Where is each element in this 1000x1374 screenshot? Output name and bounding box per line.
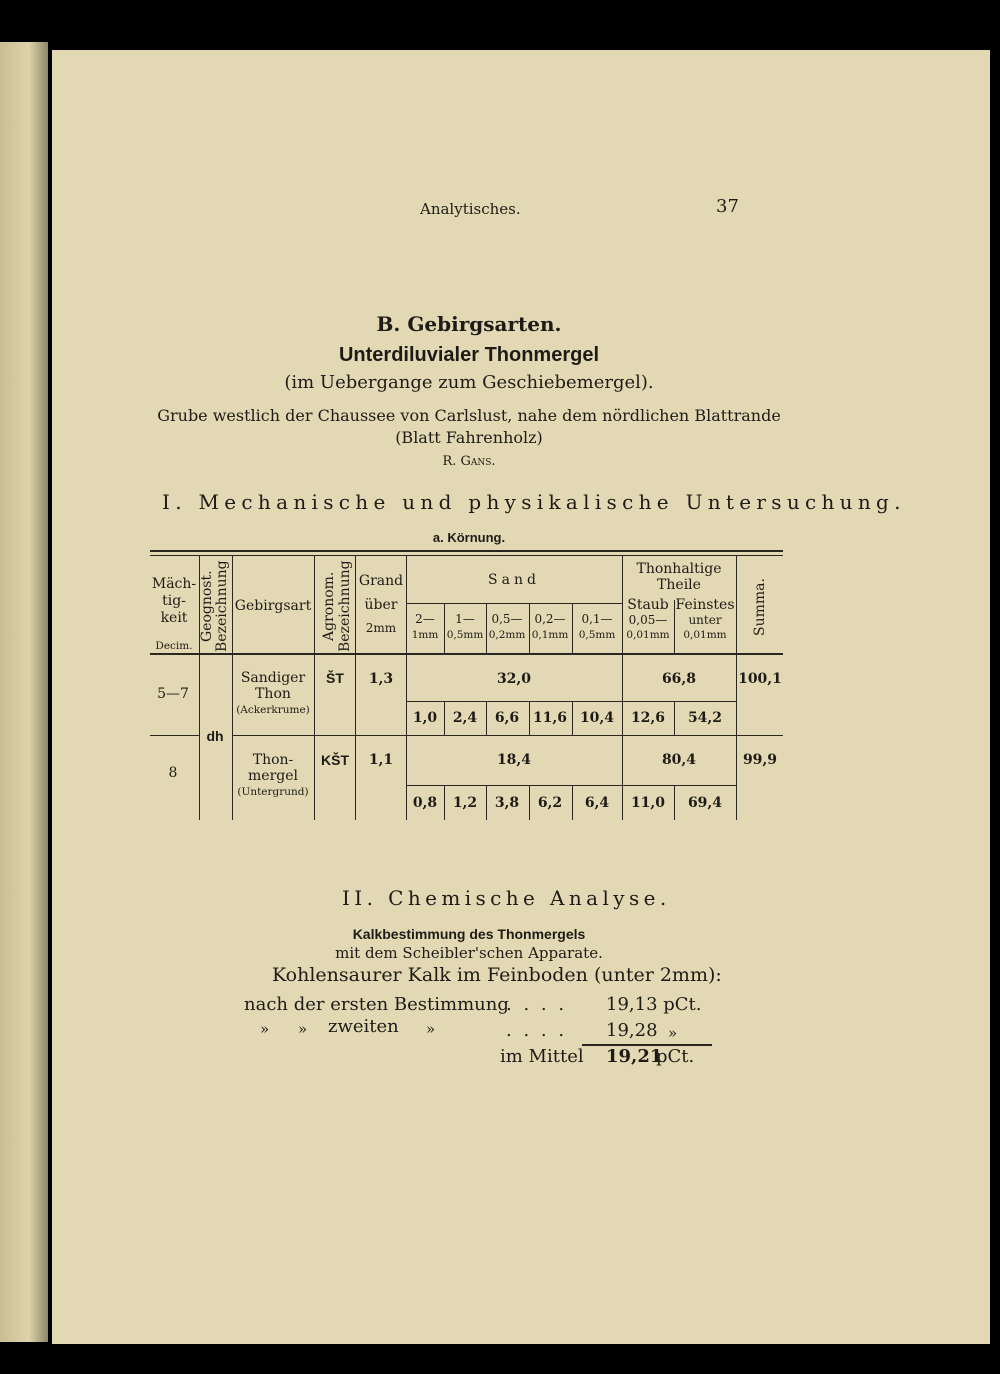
row1-summa: 100,1 xyxy=(738,671,782,687)
header-maechtigkeit-1: Mäch- xyxy=(151,576,197,592)
row1-sand-1: 1,0 xyxy=(412,710,438,726)
row1-sand-total: 32,0 xyxy=(496,671,532,687)
page-number: 37 xyxy=(716,196,739,217)
kalk-title: Kalkbestimmung des Thonmergels xyxy=(352,926,586,942)
mean-value: 19,21 xyxy=(606,1046,663,1067)
row1-sand-5: 10,4 xyxy=(579,710,615,726)
row1-staub: 12,6 xyxy=(630,710,666,726)
header-sand-col-1b: 1mm xyxy=(411,629,439,641)
col-rule xyxy=(674,786,675,820)
row1-sand-4: 11,6 xyxy=(532,710,568,726)
rock-title: Unterdiluvialer Thonmergel xyxy=(338,344,600,366)
header-geognost-1: Geognost. xyxy=(199,570,215,642)
row2-sand-3: 3,8 xyxy=(494,795,520,811)
row1-rock-note: (Ackerkrume) xyxy=(236,704,310,716)
header-geognost-2: Bezeichnung xyxy=(214,560,230,652)
header-grand-1: Grand xyxy=(358,573,404,589)
col-rule xyxy=(355,555,356,820)
col-rule xyxy=(529,786,530,820)
header-feinstes-3: 0,01mm xyxy=(683,629,727,641)
header-grand-2: über xyxy=(364,597,398,613)
second-ditto-1: » xyxy=(260,1020,270,1038)
col-rule xyxy=(529,702,530,735)
second-unit: » xyxy=(668,1024,678,1042)
header-bottom-rule xyxy=(150,653,783,655)
row1-grand: 1,3 xyxy=(368,671,394,687)
second-ditto-3: » xyxy=(426,1020,436,1038)
col-rule xyxy=(572,603,573,653)
part2-title: II. Chemische Analyse. xyxy=(342,886,671,910)
header-sand-col-2b: 0,5mm xyxy=(446,629,484,641)
col-rule xyxy=(444,702,445,735)
row1-sand-2: 2,4 xyxy=(452,710,478,726)
row1-feinstes: 54,2 xyxy=(687,710,723,726)
header-decim: Decim. xyxy=(155,640,193,652)
header-gebirgsart: Gebirgsart xyxy=(234,598,312,614)
header-sand-col-4b: 0,1mm xyxy=(531,629,569,641)
col-rule xyxy=(444,786,445,820)
row2-grand: 1,1 xyxy=(368,752,394,768)
row2-rock-1: Thon- xyxy=(252,752,294,768)
header-thon-2: Theile xyxy=(657,577,701,593)
book-spine xyxy=(0,42,48,1342)
col-rule xyxy=(622,555,623,820)
header-summa: Summa. xyxy=(752,578,768,636)
col-rule xyxy=(406,555,407,820)
row2-thon-total: 80,4 xyxy=(661,752,697,768)
table-top-rule xyxy=(150,550,783,552)
col-rule xyxy=(314,555,315,820)
header-sand-col-3b: 0,2mm xyxy=(488,629,526,641)
second-value: 19,28 xyxy=(606,1020,658,1041)
geognost-value: dh xyxy=(206,728,224,744)
header-sand-col-5b: 0,5mm xyxy=(578,629,616,641)
col-rule xyxy=(232,555,233,820)
header-maechtigkeit-3: keit xyxy=(160,610,188,626)
row1-rock-2: Thon xyxy=(255,686,291,702)
row2-rock-note: (Untergrund) xyxy=(237,786,309,798)
col-rule xyxy=(486,702,487,735)
header-sand: Sand xyxy=(488,572,540,588)
rock-subtitle: (im Uebergange zum Geschiebemergel). xyxy=(284,372,654,393)
running-title: Analytisches. xyxy=(420,200,521,218)
header-agronom-2: Bezeichnung xyxy=(337,560,353,652)
col-rule xyxy=(572,702,573,735)
row2-depth: 8 xyxy=(168,765,178,781)
row1-thon-total: 66,8 xyxy=(661,671,697,687)
header-feinstes-1: Feinstes xyxy=(675,597,735,613)
row-divider-right xyxy=(233,735,783,736)
row2-sand-4: 6,2 xyxy=(537,795,563,811)
header-feinstes-2: unter xyxy=(688,613,722,627)
col-rule xyxy=(486,786,487,820)
book-page xyxy=(52,50,990,1344)
kalk-intro: Kohlensaurer Kalk im Feinboden (unter 2mm): xyxy=(272,964,722,986)
row1-sand-3: 6,6 xyxy=(494,710,520,726)
part1-title: I. Mechanische und physikalische Untersuchung. xyxy=(162,490,906,514)
header-sand-col-4a: 0,2— xyxy=(534,612,566,626)
second-dots: . . . . xyxy=(506,1020,568,1041)
sand-sub-rule xyxy=(406,603,623,604)
header-sand-col-3a: 0,5— xyxy=(491,612,523,626)
col-rule xyxy=(674,702,675,735)
table-top-rule-2 xyxy=(150,555,783,556)
header-staub-2: 0,05— xyxy=(628,613,668,627)
row-divider-left xyxy=(150,735,200,736)
row2-summa: 99,9 xyxy=(742,752,778,768)
col-rule xyxy=(444,603,445,653)
col-rule xyxy=(572,786,573,820)
header-agronom-1: Agronom. xyxy=(321,571,337,641)
sheet-text: (Blatt Fahrenholz) xyxy=(395,428,543,447)
second-ditto-2: » xyxy=(298,1020,308,1038)
col-rule xyxy=(529,603,530,653)
row2-sand-total: 18,4 xyxy=(496,752,532,768)
header-staub-3: 0,01mm xyxy=(626,629,670,641)
row2-sand-2: 1,2 xyxy=(452,795,478,811)
kalk-subtitle: mit dem Scheibler'schen Apparate. xyxy=(335,944,603,962)
header-sand-col-2a: 1— xyxy=(455,612,475,626)
row2-feinstes: 69,4 xyxy=(687,795,723,811)
row2-agronom: KŠT xyxy=(321,752,349,768)
header-sand-col-1a: 2— xyxy=(415,612,435,626)
first-dots: . . . . xyxy=(506,994,568,1015)
header-thon-1: Thonhaltige xyxy=(636,561,722,577)
header-staub-1: Staub xyxy=(627,597,669,613)
author-text: R. Gans. xyxy=(442,454,496,469)
second-label: zweiten xyxy=(328,1016,399,1037)
mean-unit: pCt. xyxy=(656,1046,695,1067)
section-title: B. Gebirgsarten. xyxy=(376,312,562,336)
row2-sand-5: 6,4 xyxy=(584,795,610,811)
header-grand-3: 2mm xyxy=(365,621,397,635)
row2-rock-2: mergel xyxy=(248,768,298,784)
header-sand-col-5a: 0,1— xyxy=(581,612,613,626)
row1-rock-1: Sandiger xyxy=(240,670,306,686)
row2-sand-1: 0,8 xyxy=(412,795,438,811)
row1-agronom: ŠT xyxy=(326,670,344,686)
row1-depth: 5—7 xyxy=(157,686,189,702)
location-text: Grube westlich der Chaussee von Carlslust, nahe dem nördlichen Blattrande xyxy=(157,406,781,425)
first-label: nach der ersten Bestimmung xyxy=(244,994,509,1015)
first-value: 19,13 pCt. xyxy=(606,994,702,1015)
col-rule xyxy=(486,603,487,653)
row2-staub: 11,0 xyxy=(630,795,666,811)
col-rule xyxy=(736,555,737,820)
header-maechtigkeit-2: tig- xyxy=(162,593,186,609)
mean-label: im Mittel xyxy=(500,1046,584,1067)
part1-subtitle: a. Körnung. xyxy=(432,530,506,545)
